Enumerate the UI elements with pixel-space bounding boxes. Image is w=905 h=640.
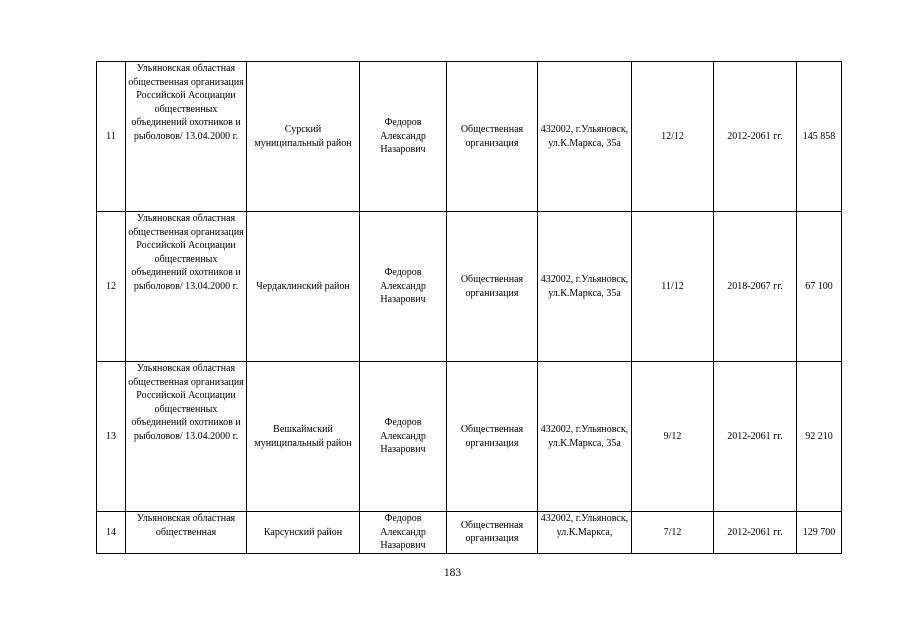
period-cell: 2012-2061 гг. — [714, 62, 797, 212]
district-cell: Сурский муниципальный район — [247, 62, 360, 212]
district-cell: Карсунский район — [247, 512, 360, 554]
area-cell: 92 210 — [797, 362, 842, 512]
org-form-cell: Общественная организация — [447, 362, 538, 512]
head-cell: Федоров Александр Назарович — [360, 212, 447, 362]
organization-cell — [126, 512, 247, 554]
period-cell: 2018-2067 гг. — [714, 212, 797, 362]
address-cell: 432002, г.Ульяновск, ул.К.Маркса, 35а — [538, 362, 632, 512]
org-form-cell: Общественная организация — [447, 512, 538, 554]
address-cell: 432002, г.Ульяновск, ул.К.Маркса, 35а — [538, 212, 632, 362]
hunting-grounds-table — [96, 61, 842, 554]
row-number-cell: 14 — [97, 512, 126, 554]
table-row — [97, 362, 842, 512]
period-cell: 2012-2061 гг. — [714, 512, 797, 554]
head-cell: Федоров Александр Назарович — [360, 512, 447, 554]
org-form-cell: Общественная организация — [447, 62, 538, 212]
area-cell: 145 858 — [797, 62, 842, 212]
count-cell: 12/12 — [632, 62, 714, 212]
address-text: 432002, г.Ульяновск, ул.К.Маркса, — [540, 513, 629, 538]
count-cell: 9/12 — [632, 362, 714, 512]
organization-cell: Ульяновская областная общественная организация Российской Асоциации общественных объединений охотников и рыболовов/ 13.04.2000 г. — [126, 362, 247, 512]
table-row — [97, 62, 842, 212]
district-cell: Вешкаймский муниципальный район — [247, 362, 360, 512]
address-cell: 432002, г.Ульяновск, ул.К.Маркса, 35а — [538, 62, 632, 212]
head-cell: Федоров Александр Назарович — [360, 62, 447, 212]
district-cell: Чердаклинский район — [247, 212, 360, 362]
area-cell: 129 700 — [797, 512, 842, 554]
row-number-cell: 13 — [97, 362, 126, 512]
organization-cell: Ульяновская областная общественная организация Российской Асоциации общественных объединений охотников и рыболовов/ 13.04.2000 г. — [126, 212, 247, 362]
period-cell: 2012-2061 гг. — [714, 362, 797, 512]
count-cell: 7/12 — [632, 512, 714, 554]
org-form-cell: Общественная организация — [447, 212, 538, 362]
table-row — [97, 212, 842, 362]
page-number: 183 — [443, 567, 462, 579]
address-cell — [538, 512, 632, 554]
table-row — [97, 512, 842, 554]
count-cell: 11/12 — [632, 212, 714, 362]
organization-cell: Ульяновская областная общественная организация Российской Асоциации общественных объединений охотников и рыболовов/ 13.04.2000 г. — [126, 62, 247, 212]
row-number-cell: 11 — [97, 62, 126, 212]
head-cell: Федоров Александр Назарович — [360, 362, 447, 512]
area-cell: 67 100 — [797, 212, 842, 362]
organization-text: Ульяновская областная общественная — [136, 513, 236, 538]
row-number-cell: 12 — [97, 212, 126, 362]
